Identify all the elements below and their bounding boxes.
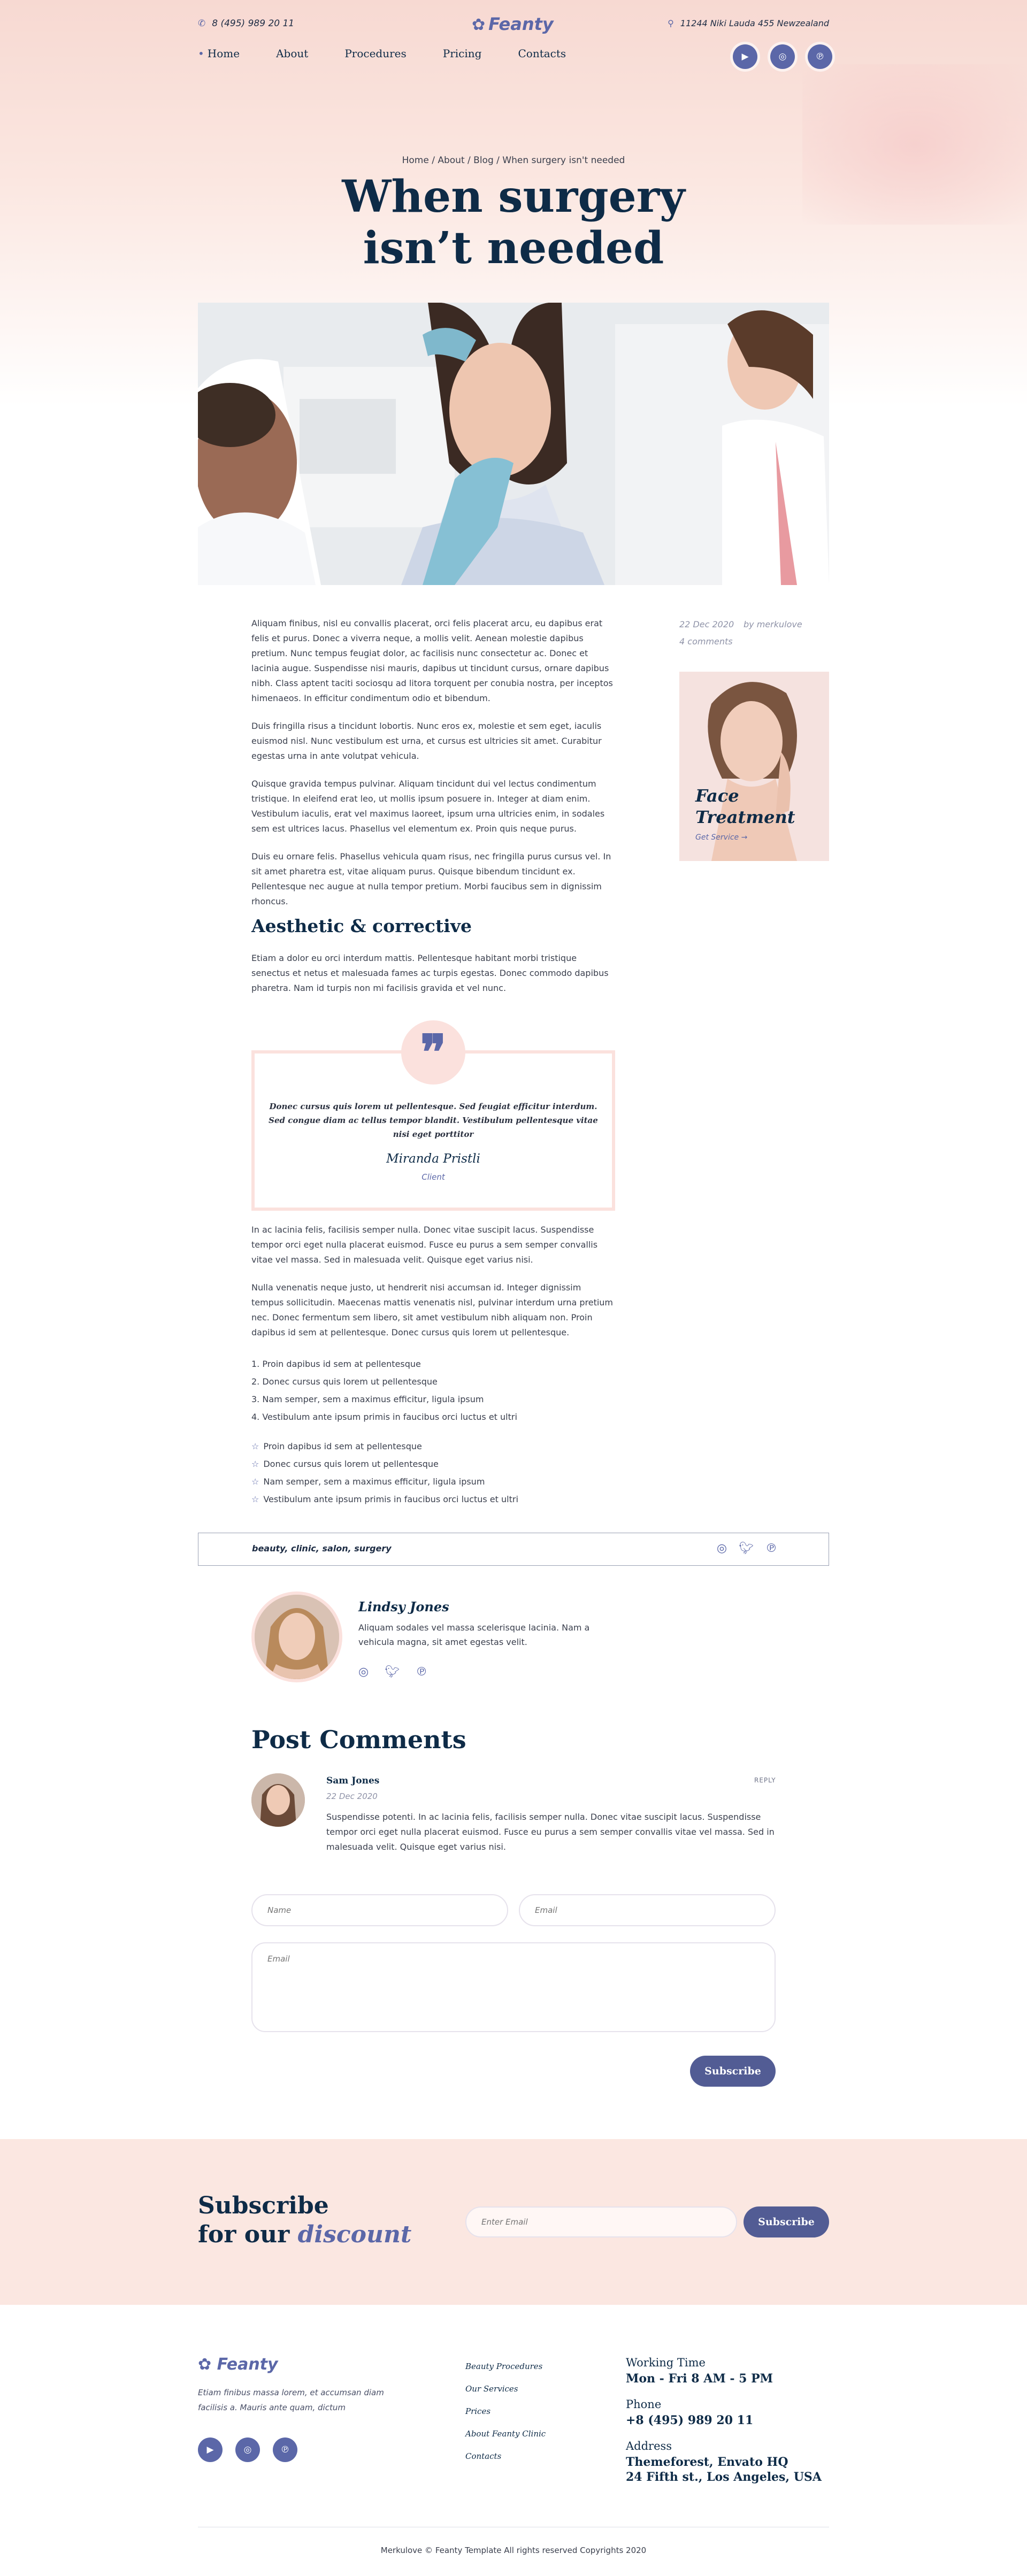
- promo-title-line2: Treatment: [695, 807, 795, 827]
- reply-button[interactable]: REPLY: [754, 1777, 776, 1784]
- nav-pricing[interactable]: Pricing: [442, 47, 482, 60]
- twitter-icon[interactable]: 🐦︎: [739, 1542, 754, 1555]
- article-paragraph: Duis eu ornare felis. Phasellus vehicula quam risus, nec fringilla purus cursus vel. In sit amet pharetra est, vitae aliquam purus. Quisque bibendum tincidunt ex. Pellentesque nec augue at nulla tempor pretium. Morbi faucibus sem in dignissim rhoncus.: [251, 851, 611, 906]
- header-phone-text: 8 (495) 989 20 11: [212, 18, 295, 29]
- footer-links: [465, 2355, 546, 2467]
- author-name[interactable]: Lindsy Jones: [358, 1599, 449, 1614]
- article-paragraph: Duis fringilla risus a tincidunt lobortis. Nunc eros ex, molestie et sem eget, iaculis euismod nisl. Nunc vestibulum est urna, et cursus est ultricies sit amet. Curabitur egestas urna in ante volutpat vehicula.: [251, 721, 602, 761]
- nav-about[interactable]: About: [276, 47, 309, 60]
- promo-image: [679, 672, 829, 861]
- quote-mark-icon: ❞: [401, 1020, 465, 1085]
- youtube-icon[interactable]: ▶: [198, 2437, 223, 2462]
- phone-icon: ✆: [198, 18, 206, 29]
- header-socials: [733, 44, 832, 69]
- comment-author: Sam Jones: [326, 1775, 380, 1786]
- footer-logo[interactable]: [198, 2355, 278, 2374]
- footer-link-our-services[interactable]: Our Services: [465, 2384, 518, 2394]
- nav-home[interactable]: • Home: [198, 47, 240, 66]
- post-tags[interactable]: beauty, clinic, salon, surgery: [252, 1543, 392, 1554]
- subscribe-title-prefix: for our: [198, 2221, 298, 2248]
- share-icons: [717, 1542, 777, 1555]
- page-title: [0, 171, 1027, 274]
- list-item-text: Vestibulum ante ipsum primis in faucibus orci luctus et ultri: [263, 1494, 518, 1504]
- subscribe-title: [198, 2191, 411, 2249]
- lotus-icon: ✿: [472, 16, 486, 34]
- subscribe-button[interactable]: Subscribe: [744, 2206, 829, 2237]
- footer-link-beauty-procedures[interactable]: Beauty Procedures: [465, 2362, 543, 2371]
- comment-name-input[interactable]: [251, 1894, 508, 1926]
- author-avatar: [251, 1591, 342, 1682]
- author-photo-illustration: [255, 1595, 339, 1679]
- list-item: [251, 1490, 615, 1508]
- list-item-text: Donec cursus quis lorem ut pellentesque: [263, 1459, 439, 1469]
- article-paragraph: Quisque gravida tempus pulvinar. Aliquam tincidunt dui vel lectus condimentum tristique. In eleifend erat leo, ut mollis ipsum posuere in. Integer at diam enim. Vestibulum iaculis, erat vel maximus laoreet, ipsum urna ultricies enim, in sodales sem est ultrices lacus. Phasellus vel elementum ex. Proin quis neque purus.: [251, 779, 605, 834]
- header-address-text: 11244 Niki Lauda 455 Newzealand: [680, 18, 829, 28]
- logo-text: Feanty: [488, 14, 554, 34]
- author-socials: [358, 1665, 427, 1679]
- list-item: 3. Nam semper, sem a maximus efficitur, ligula ipsum: [251, 1394, 484, 1404]
- promo-title: [695, 785, 795, 828]
- author-bio: Aliquam sodales vel massa scelerisque lacinia. Nam a vehicula magna, sit amet egestas velit.: [358, 1623, 590, 1647]
- nav-contacts[interactable]: Contacts: [518, 47, 566, 60]
- subscribe-email-input[interactable]: [465, 2206, 737, 2237]
- post-date: 22 Dec 2020: [679, 619, 734, 629]
- subscribe-title-line1: Subscribe: [198, 2192, 329, 2219]
- footer-link-about[interactable]: About Feanty Clinic: [465, 2429, 546, 2439]
- list-item: 1. Proin dapibus id sem at pellentesque: [251, 1359, 421, 1369]
- instagram-icon[interactable]: ◎: [235, 2437, 260, 2462]
- star-icon: ☆: [251, 1459, 259, 1469]
- header-address: [668, 18, 829, 28]
- star-icon: ☆: [251, 1441, 259, 1451]
- list-item-text: Nam semper, sem a maximus efficitur, ligula ipsum: [263, 1477, 485, 1487]
- address-label: Address: [626, 2440, 672, 2452]
- subscribe-title-emphasis: discount: [297, 2221, 412, 2248]
- list-item: 4. Vestibulum ante ipsum primis in faucibus orci luctus et ultri: [251, 1412, 517, 1422]
- list-item: [251, 1473, 615, 1490]
- breadcrumb[interactable]: Home / About / Blog / When surgery isn't needed: [402, 155, 625, 166]
- phone-label: Phone: [626, 2398, 662, 2411]
- site-logo[interactable]: [472, 14, 554, 34]
- tag-bar: [198, 1533, 829, 1566]
- star-icon: ☆: [251, 1477, 259, 1487]
- list-item: [251, 1455, 615, 1473]
- list-item: [251, 1437, 615, 1455]
- article-paragraph: Nulla venenatis neque justo, ut hendrerit nisi accumsan id. Integer dignissim tempus sollicitudin. Maecenas mattis venenatis nisl, pulvinar interdum urna pretium nec. Donec fermentum sem libero, sit amet vestibulum nibh aliquam non. Proin dapibus id sem at pellentesque. Donec cursus quis lorem ut pellentesque.: [251, 1282, 614, 1337]
- instagram-icon[interactable]: ◎: [770, 44, 795, 69]
- list-item-text: Proin dapibus id sem at pellentesque: [263, 1441, 422, 1451]
- phone-value[interactable]: +8 (495) 989 20 11: [626, 2413, 754, 2427]
- post-author[interactable]: by merkulove: [744, 619, 802, 629]
- promo-title-line1: Face: [695, 786, 739, 806]
- comment-date: 22 Dec 2020: [326, 1791, 378, 1801]
- page-title-line1: When surgery: [342, 171, 685, 222]
- quote-author-role: Client: [421, 1172, 445, 1182]
- working-time-value: Mon - Fri 8 AM - 5 PM: [626, 2372, 773, 2386]
- top-bar: [198, 14, 829, 34]
- footer-link-prices[interactable]: Prices: [465, 2406, 491, 2416]
- promo-card[interactable]: [679, 672, 829, 861]
- star-list: [251, 1437, 615, 1508]
- comment-message-input[interactable]: [251, 1942, 776, 2032]
- comment-text: Suspendisse potenti. In ac lacinia felis, facilisis semper nulla. Donec vitae suscipit lacus. Suspendisse tempor orci eget nulla placerat euismod. Fusce eu purus a sem semper convallis vitae vel massa. Sed in malesuada velit. Quisque eget varius nisi.: [326, 1812, 775, 1852]
- hero-image: [198, 303, 829, 585]
- working-time-label: Working Time: [626, 2356, 706, 2369]
- twitter-icon[interactable]: 🐦︎: [385, 1665, 400, 1679]
- footer-link-contacts[interactable]: Contacts: [465, 2451, 502, 2461]
- pinterest-icon[interactable]: ℗: [416, 1665, 428, 1679]
- main-nav: [198, 47, 566, 66]
- post-comment-count[interactable]: 4 comments: [679, 636, 733, 647]
- promo-link[interactable]: Get Service →: [695, 833, 748, 842]
- ordered-list: [251, 1355, 615, 1426]
- instagram-icon[interactable]: ◎: [358, 1665, 369, 1679]
- copyright: Merkulove © Feanty Template All rights reserved Copyrights 2020: [380, 2546, 647, 2555]
- comment-email-input[interactable]: [519, 1894, 776, 1926]
- page-title-line2: isn’t needed: [363, 222, 664, 274]
- quote-author-name: Miranda Pristli: [386, 1152, 480, 1166]
- hero-illustration: [198, 303, 829, 585]
- nav-procedures[interactable]: Procedures: [344, 47, 407, 60]
- footer-socials: [198, 2437, 297, 2462]
- lotus-icon: ✿: [198, 2355, 217, 2374]
- address-line1: Themeforest, Envato HQ: [626, 2455, 788, 2469]
- instagram-icon[interactable]: ◎: [716, 1542, 727, 1555]
- youtube-icon[interactable]: ▶: [733, 44, 757, 69]
- footer-description: Etiam finibus massa lorem, et accumsan diam facilisis a. Mauris ante quam, dictum: [198, 2388, 384, 2412]
- location-pin-icon: ⚲: [668, 18, 674, 28]
- header-phone[interactable]: [198, 18, 294, 29]
- comment-submit-button[interactable]: Subscribe: [690, 2056, 776, 2087]
- pinterest-icon[interactable]: ℗: [765, 1542, 777, 1555]
- quote-text: Donec cursus quis lorem ut pellentesque. Sed feugiat efficitur interdum. Sed congue diam ac tellus tempor blandit. Vestibulum pellentesque vitae nisi eget porttitor: [269, 1102, 598, 1139]
- comment-avatar: [251, 1773, 305, 1827]
- article-paragraph: In ac lacinia felis, facilisis semper nulla. Donec vitae suscipit lacus. Suspendisse tempor orci eget nulla placerat euismod. Fusce eu purus a sem semper convallis vitae vel massa. Sed in malesuada velit. Quisque eget varius nisi.: [251, 1225, 598, 1265]
- article-paragraph: Aliquam finibus, nisl eu convallis placerat, orci felis placerat arcu, eu dapibus erat felis et purus. Donec a viverra neque, a mollis velit. Aenean molestie dapibus pretium. Nunc tempus feugiat dolor, ac facilisis nunc consectetur ac. Donec et lacinia augue. Suspendisse nisi mauris, dapibus ut tincidunt cursus, ornare dapibus nibh. Class aptent taciti sociosqu ad litora torquent per conubia nostra, per inceptos himenaeos. In efficitur condimentum odio et bibendum.: [251, 618, 613, 703]
- list-item: 2. Donec cursus quis lorem ut pellentesque: [251, 1377, 438, 1387]
- comments-title: Post Comments: [251, 1725, 466, 1754]
- address-line2: 24 Fifth st., Los Angeles, USA: [626, 2470, 822, 2484]
- footer-logo-text: Feanty: [217, 2355, 278, 2374]
- article-paragraph: Etiam a dolor eu orci interdum mattis. Pellentesque habitant morbi tristique senectus et netus et malesuada fames ac turpis egestas. Donec commodo dapibus pharetra. Nam id turpis non mi facilisis gravida et vel nunc.: [251, 953, 609, 993]
- article-subheading: Aesthetic & corrective: [251, 916, 472, 936]
- comment-avatar-illustration: [251, 1773, 305, 1827]
- pinterest-icon[interactable]: ℗: [808, 44, 832, 69]
- pinterest-icon[interactable]: ℗: [273, 2437, 297, 2462]
- star-icon: ☆: [251, 1494, 259, 1504]
